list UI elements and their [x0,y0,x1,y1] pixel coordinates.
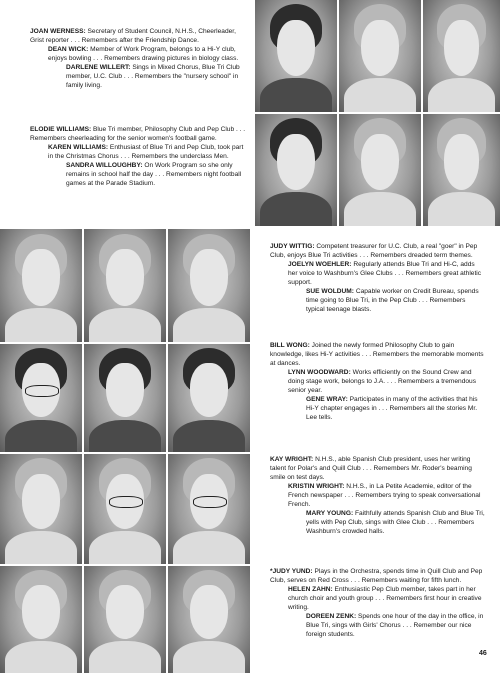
entry-joelyn-woehler: JOELYN WOEHLER: Regularly attends Blue Tri and Hi-C, adds her voice to Washburn's Glee Clubs . . . Remembers great athletic support. [288,261,482,287]
portrait-photo [423,114,500,226]
portrait-photo [255,0,337,112]
portrait-photo [0,566,82,673]
entry-lynn-woodward: LYNN WOODWARD: Works efficiently on the Sound Crew and doing stage work, belongs to J.A. . . . Remembers a tremendous senior year. [288,369,477,395]
portrait-photo [168,229,250,342]
entry-judy-yund: *JUDY YUND: Plays in the Orchestra, spends time in Quill Club and Pep Club, serves on Red Cross . . . Remembers waiting for fifth lunch. [270,568,483,585]
text-block-3 [270,242,485,314]
page-number: 46 [479,650,487,657]
entry-karen-williams: KAREN WILLIAMS: Enthusiast of Blue Tri and Pep Club, took part in the Christmas Chorus . . . Remembers the underclass Men. [48,144,244,161]
text-block-1 [30,27,250,90]
portrait-photo [84,229,166,342]
entry-sandra-willoughby: SANDRA WILLOUGHBY: On Work Program so she only remains in school half the day . . . Remembers night football games at the Parade Stadium. [66,162,242,188]
portrait-photo [255,114,337,226]
entry-doreen-zenk: DOREEN ZENK: Spends one hour of the day in the office, in Blue Tri, sings with Girls' Chorus . . . Remember our nice foreign students. [306,613,484,639]
portrait-photo [339,0,421,112]
entry-gene-wray: GENE WRAY: Participates in many of the activities that his Hi-Y chapter engages in . . . Remembers all the stories Mr. Lee tells. [306,396,478,422]
entry-sue-woldum: SUE WOLDUM: Capable worker on Credit Bureau, spends time going to Blue Tri, in the Pep Club . . . Remembers typical teenage blasts. [306,288,479,314]
text-block-5 [270,455,485,536]
text-block-2 [30,125,250,188]
portrait-photo [84,566,166,673]
portrait-photo [168,344,250,452]
entry-darlene-willert: DARLENE WILLERT: Sings in Mixed Chorus, Blue Tri Club member, U.C. Club . . . Remembers the "nursery school" in family living. [66,64,240,90]
text-block-6 [270,567,485,639]
entry-dean-wick: DEAN WICK: Member of Work Program, belongs to a Hi-Y club, enjoys bowling . . . Remembers drawing pictures in biology class. [48,46,239,63]
portrait-photo [0,229,82,342]
entry-bill-wong: BILL WONG: Joined the newly formed Philosophy Club to gain knowledge, likes Hi-Y activities . . . Remembers the memorable moments at dances. [270,342,484,368]
portrait-photo [423,0,500,112]
entry-helen-zahn: HELEN ZAHN: Enthusiastic Pep Club member, takes part in her church choir and youth group . . . Remembers first hour in creative writing. [288,586,482,612]
portrait-photo [339,114,421,226]
text-block-4 [270,341,485,422]
entry-joan-werness: JOAN WERNESS: Secretary of Student Council, N.H.S., Cheerleader, Grist reporter . . . Remembers after the Friendship Dance. [30,28,236,45]
entry-judy-wittig: JUDY WITTIG: Competent treasurer for U.C. Club, a real "goer" in Pep Club, enjoys Blue Tri activities . . . Remembers dreaded term themes. [270,243,478,260]
portrait-photo [0,454,82,564]
entry-kay-wright: KAY WRIGHT: N.H.S., able Spanish Club president, uses her writing talent for Polar's and Quill Club . . . Remembers Mr. Roder's beaming smile on test days. [270,456,472,482]
portrait-photo [84,344,166,452]
portrait-photo [0,344,82,452]
entry-mary-young: MARY YOUNG: Faithfully attends Spanish Club and Blue Tri, yells with Pep Club, sings with Glee Club . . . Remembers Washburn's crowded halls. [306,510,485,536]
entry-elodie-williams: ELODIE WILLIAMS: Blue Tri member, Philosophy Club and Pep Club . . . Remembers cheerleading for the senior women's football game. [30,126,246,143]
portrait-photo [168,454,250,564]
entry-kristin-wright: KRISTIN WRIGHT: N.H.S., in La Petite Academie, editor of the French newspaper . . . Remembers trying to speak conversational French. [288,483,481,509]
portrait-photo [168,566,250,673]
portrait-photo [84,454,166,564]
